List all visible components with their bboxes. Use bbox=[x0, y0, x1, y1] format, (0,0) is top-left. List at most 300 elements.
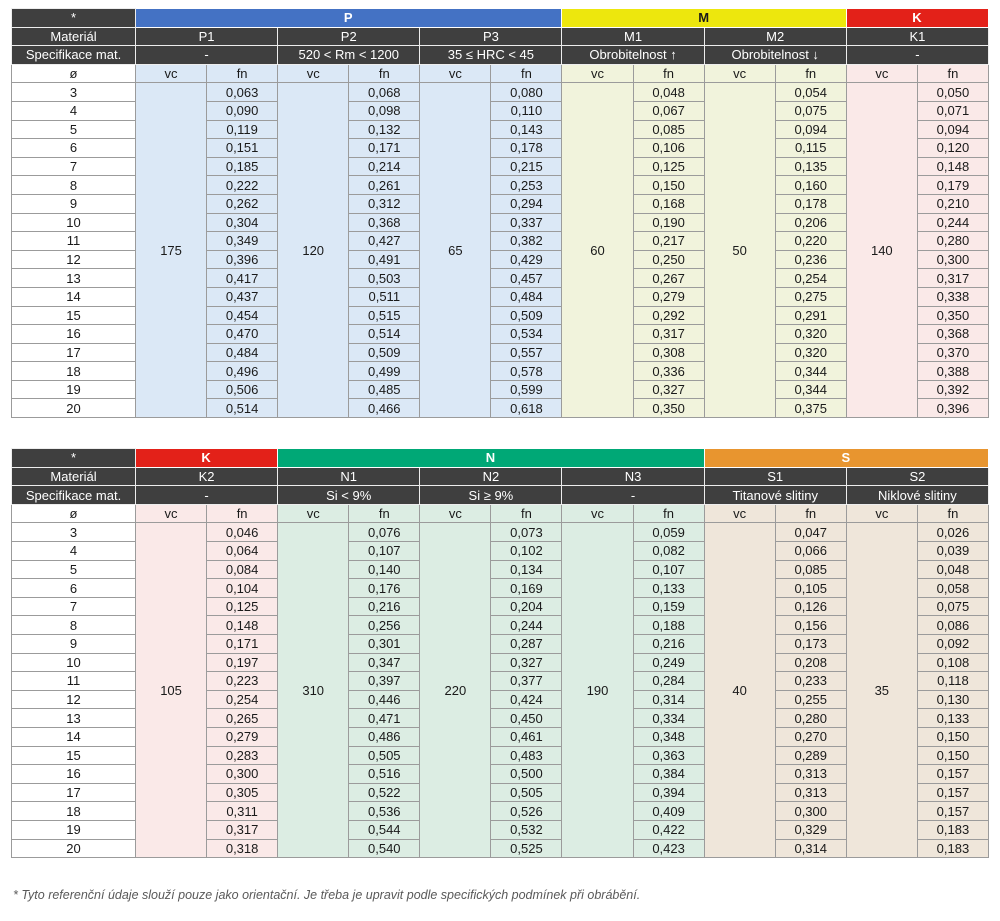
diameter-cell: 6 bbox=[12, 139, 136, 158]
diameter-cell: 7 bbox=[12, 597, 136, 616]
fn-value-m2: 0,220 bbox=[775, 232, 846, 251]
fn-value-k2: 0,254 bbox=[207, 690, 278, 709]
fn-value-n1: 0,301 bbox=[349, 635, 420, 654]
diameter-cell: 4 bbox=[12, 101, 136, 120]
group-row bbox=[12, 9, 989, 28]
fn-value-p3: 0,484 bbox=[491, 287, 562, 306]
vc-header-p1: vc bbox=[136, 64, 207, 83]
fn-value-p3: 0,509 bbox=[491, 306, 562, 325]
spec-cell-p2: 520 < Rm < 1200 bbox=[278, 46, 420, 65]
fn-value-p3: 0,429 bbox=[491, 250, 562, 269]
fn-value-n2: 0,102 bbox=[491, 542, 562, 561]
fn-value-m2: 0,115 bbox=[775, 139, 846, 158]
diameter-cell: 18 bbox=[12, 802, 136, 821]
fn-value-p3: 0,578 bbox=[491, 362, 562, 381]
subheader-row bbox=[12, 504, 989, 523]
fn-value-p3: 0,382 bbox=[491, 232, 562, 251]
fn-value-p2: 0,427 bbox=[349, 232, 420, 251]
fn-value-s2: 0,157 bbox=[917, 802, 988, 821]
fn-value-n1: 0,256 bbox=[349, 616, 420, 635]
diameter-cell: 16 bbox=[12, 765, 136, 784]
fn-value-n3: 0,082 bbox=[633, 542, 704, 561]
diameter-cell: 14 bbox=[12, 727, 136, 746]
fn-value-s1: 0,289 bbox=[775, 746, 846, 765]
fn-value-p3: 0,110 bbox=[491, 101, 562, 120]
fn-value-s1: 0,280 bbox=[775, 709, 846, 728]
fn-value-n3: 0,216 bbox=[633, 635, 704, 654]
group-header-s: S bbox=[704, 449, 988, 468]
diameter-cell: 12 bbox=[12, 690, 136, 709]
fn-value-p3: 0,294 bbox=[491, 194, 562, 213]
spec-cell-n3: - bbox=[562, 486, 704, 505]
material-header-k1: K1 bbox=[846, 27, 988, 46]
fn-value-n3: 0,334 bbox=[633, 709, 704, 728]
fn-value-m1: 0,106 bbox=[633, 139, 704, 158]
fn-value-m1: 0,350 bbox=[633, 399, 704, 418]
vc-header-m2: vc bbox=[704, 64, 775, 83]
fn-value-k2: 0,104 bbox=[207, 579, 278, 598]
fn-value-p2: 0,312 bbox=[349, 194, 420, 213]
fn-value-s1: 0,313 bbox=[775, 765, 846, 784]
diameter-cell: 11 bbox=[12, 232, 136, 251]
spec-cell-m1: Obrobitelnost ↑ bbox=[562, 46, 704, 65]
fn-value-s2: 0,108 bbox=[917, 653, 988, 672]
vc-value-s1: 40 bbox=[704, 523, 775, 858]
diameter-cell: 18 bbox=[12, 362, 136, 381]
footnote: * Tyto referenční údaje slouží pouze jako orientační. Je třeba je upravit podle specifických podmínek při obrábění. bbox=[13, 888, 641, 903]
fn-value-m1: 0,308 bbox=[633, 343, 704, 362]
fn-value-s2: 0,118 bbox=[917, 672, 988, 691]
fn-value-m1: 0,168 bbox=[633, 194, 704, 213]
fn-value-p3: 0,457 bbox=[491, 269, 562, 288]
fn-value-m1: 0,125 bbox=[633, 157, 704, 176]
diameter-cell: 19 bbox=[12, 380, 136, 399]
fn-value-p1: 0,514 bbox=[207, 399, 278, 418]
fn-header-n3: fn bbox=[633, 504, 704, 523]
fn-header-k1: fn bbox=[917, 64, 988, 83]
diameter-cell: 4 bbox=[12, 542, 136, 561]
corner-cell: * bbox=[12, 449, 136, 468]
cutting-data-table-2 bbox=[11, 448, 989, 858]
group-header-p: P bbox=[136, 9, 562, 28]
fn-value-s2: 0,039 bbox=[917, 542, 988, 561]
fn-value-n2: 0,461 bbox=[491, 727, 562, 746]
fn-value-k1: 0,300 bbox=[917, 250, 988, 269]
vc-header-s1: vc bbox=[704, 504, 775, 523]
fn-value-p3: 0,337 bbox=[491, 213, 562, 232]
group-header-k: K bbox=[136, 449, 278, 468]
fn-value-k2: 0,223 bbox=[207, 672, 278, 691]
diameter-cell: 17 bbox=[12, 783, 136, 802]
fn-header-p3: fn bbox=[491, 64, 562, 83]
fn-value-k1: 0,338 bbox=[917, 287, 988, 306]
diameter-cell: 6 bbox=[12, 579, 136, 598]
fn-value-m1: 0,336 bbox=[633, 362, 704, 381]
fn-value-p1: 0,506 bbox=[207, 380, 278, 399]
fn-value-m2: 0,094 bbox=[775, 120, 846, 139]
fn-value-n2: 0,483 bbox=[491, 746, 562, 765]
fn-value-n3: 0,348 bbox=[633, 727, 704, 746]
fn-value-n1: 0,347 bbox=[349, 653, 420, 672]
fn-value-p1: 0,417 bbox=[207, 269, 278, 288]
diameter-cell: 13 bbox=[12, 269, 136, 288]
vc-header-k2: vc bbox=[136, 504, 207, 523]
fn-value-k1: 0,396 bbox=[917, 399, 988, 418]
material-header-m2: M2 bbox=[704, 27, 846, 46]
vc-value-k1: 140 bbox=[846, 83, 917, 418]
fn-value-n3: 0,363 bbox=[633, 746, 704, 765]
fn-value-n3: 0,409 bbox=[633, 802, 704, 821]
fn-value-p2: 0,503 bbox=[349, 269, 420, 288]
fn-value-n1: 0,540 bbox=[349, 839, 420, 858]
data-row bbox=[12, 83, 989, 102]
fn-value-m1: 0,250 bbox=[633, 250, 704, 269]
diameter-header: ø bbox=[12, 504, 136, 523]
fn-value-k1: 0,148 bbox=[917, 157, 988, 176]
spec-cell-p1: - bbox=[136, 46, 278, 65]
fn-value-n1: 0,397 bbox=[349, 672, 420, 691]
fn-value-m2: 0,054 bbox=[775, 83, 846, 102]
fn-header-p1: fn bbox=[207, 64, 278, 83]
vc-header-n2: vc bbox=[420, 504, 491, 523]
fn-value-m2: 0,236 bbox=[775, 250, 846, 269]
fn-value-p1: 0,222 bbox=[207, 176, 278, 195]
material-header-s2: S2 bbox=[846, 467, 988, 486]
fn-value-k1: 0,370 bbox=[917, 343, 988, 362]
diameter-cell: 3 bbox=[12, 83, 136, 102]
fn-value-s2: 0,075 bbox=[917, 597, 988, 616]
fn-value-k1: 0,350 bbox=[917, 306, 988, 325]
fn-value-k2: 0,148 bbox=[207, 616, 278, 635]
fn-value-n1: 0,516 bbox=[349, 765, 420, 784]
fn-value-n1: 0,140 bbox=[349, 560, 420, 579]
fn-value-n3: 0,422 bbox=[633, 820, 704, 839]
material-row bbox=[12, 27, 989, 46]
fn-value-s1: 0,233 bbox=[775, 672, 846, 691]
diameter-cell: 20 bbox=[12, 839, 136, 858]
fn-value-m2: 0,344 bbox=[775, 380, 846, 399]
fn-value-n1: 0,536 bbox=[349, 802, 420, 821]
fn-value-n3: 0,249 bbox=[633, 653, 704, 672]
fn-value-p3: 0,143 bbox=[491, 120, 562, 139]
fn-value-k2: 0,084 bbox=[207, 560, 278, 579]
fn-value-n1: 0,107 bbox=[349, 542, 420, 561]
fn-value-m2: 0,206 bbox=[775, 213, 846, 232]
fn-value-k1: 0,210 bbox=[917, 194, 988, 213]
fn-value-s2: 0,157 bbox=[917, 765, 988, 784]
diameter-cell: 8 bbox=[12, 176, 136, 195]
fn-value-p2: 0,068 bbox=[349, 83, 420, 102]
fn-value-m2: 0,178 bbox=[775, 194, 846, 213]
fn-value-p2: 0,098 bbox=[349, 101, 420, 120]
fn-value-k2: 0,171 bbox=[207, 635, 278, 654]
fn-value-k1: 0,050 bbox=[917, 83, 988, 102]
fn-value-s2: 0,183 bbox=[917, 820, 988, 839]
diameter-cell: 15 bbox=[12, 306, 136, 325]
fn-value-n3: 0,384 bbox=[633, 765, 704, 784]
fn-value-p2: 0,368 bbox=[349, 213, 420, 232]
fn-value-m1: 0,190 bbox=[633, 213, 704, 232]
fn-value-k1: 0,179 bbox=[917, 176, 988, 195]
fn-value-p3: 0,599 bbox=[491, 380, 562, 399]
fn-value-n3: 0,159 bbox=[633, 597, 704, 616]
spec-cell-s2: Niklové slitiny bbox=[846, 486, 988, 505]
fn-value-m1: 0,267 bbox=[633, 269, 704, 288]
vc-header-n1: vc bbox=[278, 504, 349, 523]
material-header-p1: P1 bbox=[136, 27, 278, 46]
fn-value-p1: 0,470 bbox=[207, 325, 278, 344]
material-header-s1: S1 bbox=[704, 467, 846, 486]
material-header-n3: N3 bbox=[562, 467, 704, 486]
vc-header-m1: vc bbox=[562, 64, 633, 83]
fn-header-k2: fn bbox=[207, 504, 278, 523]
fn-value-s2: 0,048 bbox=[917, 560, 988, 579]
spec-cell-k1: - bbox=[846, 46, 988, 65]
fn-value-k1: 0,071 bbox=[917, 101, 988, 120]
fn-value-p1: 0,454 bbox=[207, 306, 278, 325]
material-row bbox=[12, 467, 989, 486]
spec-cell-p3: 35 ≤ HRC < 45 bbox=[420, 46, 562, 65]
fn-value-n2: 0,450 bbox=[491, 709, 562, 728]
vc-value-n2: 220 bbox=[420, 523, 491, 858]
fn-value-s2: 0,150 bbox=[917, 727, 988, 746]
fn-value-s1: 0,313 bbox=[775, 783, 846, 802]
fn-value-p1: 0,185 bbox=[207, 157, 278, 176]
fn-value-k2: 0,125 bbox=[207, 597, 278, 616]
fn-value-p2: 0,485 bbox=[349, 380, 420, 399]
fn-value-p1: 0,304 bbox=[207, 213, 278, 232]
fn-value-p3: 0,178 bbox=[491, 139, 562, 158]
fn-value-s2: 0,183 bbox=[917, 839, 988, 858]
fn-value-n1: 0,216 bbox=[349, 597, 420, 616]
diameter-cell: 16 bbox=[12, 325, 136, 344]
fn-value-k2: 0,064 bbox=[207, 542, 278, 561]
fn-value-k1: 0,120 bbox=[917, 139, 988, 158]
fn-value-k2: 0,197 bbox=[207, 653, 278, 672]
fn-value-n2: 0,244 bbox=[491, 616, 562, 635]
fn-value-n2: 0,327 bbox=[491, 653, 562, 672]
fn-value-p2: 0,491 bbox=[349, 250, 420, 269]
diameter-cell: 7 bbox=[12, 157, 136, 176]
fn-header-n2: fn bbox=[491, 504, 562, 523]
fn-value-m2: 0,320 bbox=[775, 325, 846, 344]
vc-header-p2: vc bbox=[278, 64, 349, 83]
fn-header-p2: fn bbox=[349, 64, 420, 83]
fn-value-k2: 0,311 bbox=[207, 802, 278, 821]
fn-value-m1: 0,327 bbox=[633, 380, 704, 399]
fn-value-p1: 0,484 bbox=[207, 343, 278, 362]
fn-value-k2: 0,279 bbox=[207, 727, 278, 746]
fn-value-s1: 0,126 bbox=[775, 597, 846, 616]
fn-value-p1: 0,119 bbox=[207, 120, 278, 139]
group-row bbox=[12, 449, 989, 468]
fn-value-p1: 0,151 bbox=[207, 139, 278, 158]
diameter-header: ø bbox=[12, 64, 136, 83]
fn-value-s1: 0,314 bbox=[775, 839, 846, 858]
vc-value-p3: 65 bbox=[420, 83, 491, 418]
fn-value-s2: 0,150 bbox=[917, 746, 988, 765]
fn-value-p2: 0,509 bbox=[349, 343, 420, 362]
material-header-m1: M1 bbox=[562, 27, 704, 46]
fn-value-m2: 0,344 bbox=[775, 362, 846, 381]
fn-value-m2: 0,291 bbox=[775, 306, 846, 325]
fn-value-n1: 0,486 bbox=[349, 727, 420, 746]
diameter-cell: 17 bbox=[12, 343, 136, 362]
fn-value-p2: 0,515 bbox=[349, 306, 420, 325]
material-header-n2: N2 bbox=[420, 467, 562, 486]
fn-value-m2: 0,254 bbox=[775, 269, 846, 288]
vc-value-s2: 35 bbox=[846, 523, 917, 858]
cutting-data-table-1 bbox=[11, 8, 989, 418]
fn-header-s2: fn bbox=[917, 504, 988, 523]
fn-value-n1: 0,471 bbox=[349, 709, 420, 728]
fn-header-m1: fn bbox=[633, 64, 704, 83]
fn-value-p1: 0,396 bbox=[207, 250, 278, 269]
fn-value-k1: 0,388 bbox=[917, 362, 988, 381]
fn-value-m2: 0,075 bbox=[775, 101, 846, 120]
fn-value-m2: 0,160 bbox=[775, 176, 846, 195]
fn-value-s1: 0,329 bbox=[775, 820, 846, 839]
fn-value-k1: 0,392 bbox=[917, 380, 988, 399]
fn-value-n3: 0,394 bbox=[633, 783, 704, 802]
diameter-cell: 9 bbox=[12, 194, 136, 213]
material-header-p3: P3 bbox=[420, 27, 562, 46]
fn-value-p2: 0,132 bbox=[349, 120, 420, 139]
diameter-cell: 20 bbox=[12, 399, 136, 418]
fn-value-m1: 0,317 bbox=[633, 325, 704, 344]
fn-value-n3: 0,314 bbox=[633, 690, 704, 709]
fn-value-p3: 0,215 bbox=[491, 157, 562, 176]
fn-value-n3: 0,284 bbox=[633, 672, 704, 691]
spec-row-label: Specifikace mat. bbox=[12, 486, 136, 505]
fn-value-n3: 0,188 bbox=[633, 616, 704, 635]
fn-value-n3: 0,107 bbox=[633, 560, 704, 579]
vc-header-p3: vc bbox=[420, 64, 491, 83]
fn-value-n3: 0,423 bbox=[633, 839, 704, 858]
fn-value-k1: 0,317 bbox=[917, 269, 988, 288]
fn-value-k2: 0,283 bbox=[207, 746, 278, 765]
fn-value-n2: 0,505 bbox=[491, 783, 562, 802]
diameter-cell: 12 bbox=[12, 250, 136, 269]
fn-value-p3: 0,080 bbox=[491, 83, 562, 102]
fn-value-n2: 0,377 bbox=[491, 672, 562, 691]
fn-value-n1: 0,076 bbox=[349, 523, 420, 542]
fn-value-n3: 0,133 bbox=[633, 579, 704, 598]
fn-value-p1: 0,090 bbox=[207, 101, 278, 120]
spec-row-label: Specifikace mat. bbox=[12, 46, 136, 65]
fn-value-s2: 0,130 bbox=[917, 690, 988, 709]
fn-value-m1: 0,067 bbox=[633, 101, 704, 120]
fn-value-p1: 0,063 bbox=[207, 83, 278, 102]
fn-value-m2: 0,320 bbox=[775, 343, 846, 362]
fn-value-p2: 0,171 bbox=[349, 139, 420, 158]
fn-value-p2: 0,214 bbox=[349, 157, 420, 176]
fn-value-n2: 0,424 bbox=[491, 690, 562, 709]
diameter-cell: 5 bbox=[12, 120, 136, 139]
vc-value-n3: 190 bbox=[562, 523, 633, 858]
fn-value-n2: 0,169 bbox=[491, 579, 562, 598]
fn-value-p1: 0,262 bbox=[207, 194, 278, 213]
fn-value-s2: 0,157 bbox=[917, 783, 988, 802]
spec-cell-n2: Si ≥ 9% bbox=[420, 486, 562, 505]
spec-cell-k2: - bbox=[136, 486, 278, 505]
diameter-cell: 3 bbox=[12, 523, 136, 542]
diameter-cell: 10 bbox=[12, 213, 136, 232]
fn-value-k2: 0,265 bbox=[207, 709, 278, 728]
fn-value-s1: 0,156 bbox=[775, 616, 846, 635]
vc-value-p2: 120 bbox=[278, 83, 349, 418]
fn-value-n3: 0,059 bbox=[633, 523, 704, 542]
fn-header-s1: fn bbox=[775, 504, 846, 523]
spec-row bbox=[12, 486, 989, 505]
subheader-row bbox=[12, 64, 989, 83]
fn-value-s2: 0,058 bbox=[917, 579, 988, 598]
vc-header-s2: vc bbox=[846, 504, 917, 523]
fn-value-p2: 0,261 bbox=[349, 176, 420, 195]
fn-value-s1: 0,105 bbox=[775, 579, 846, 598]
vc-header-n3: vc bbox=[562, 504, 633, 523]
fn-value-s2: 0,086 bbox=[917, 616, 988, 635]
fn-value-n1: 0,176 bbox=[349, 579, 420, 598]
fn-value-p2: 0,499 bbox=[349, 362, 420, 381]
fn-value-s2: 0,026 bbox=[917, 523, 988, 542]
fn-value-k1: 0,094 bbox=[917, 120, 988, 139]
fn-value-s1: 0,255 bbox=[775, 690, 846, 709]
diameter-cell: 14 bbox=[12, 287, 136, 306]
spec-cell-m2: Obrobitelnost ↓ bbox=[704, 46, 846, 65]
vc-header-k1: vc bbox=[846, 64, 917, 83]
spec-cell-s1: Titanové slitiny bbox=[704, 486, 846, 505]
fn-value-n2: 0,526 bbox=[491, 802, 562, 821]
fn-value-n2: 0,500 bbox=[491, 765, 562, 784]
material-header-n1: N1 bbox=[278, 467, 420, 486]
fn-value-n2: 0,204 bbox=[491, 597, 562, 616]
material-row-label: Materiál bbox=[12, 27, 136, 46]
fn-value-m1: 0,150 bbox=[633, 176, 704, 195]
fn-value-p2: 0,514 bbox=[349, 325, 420, 344]
group-header-m: M bbox=[562, 9, 846, 28]
fn-value-p2: 0,466 bbox=[349, 399, 420, 418]
fn-value-m2: 0,375 bbox=[775, 399, 846, 418]
diameter-cell: 15 bbox=[12, 746, 136, 765]
fn-value-m2: 0,275 bbox=[775, 287, 846, 306]
spec-row bbox=[12, 46, 989, 65]
vc-value-k2: 105 bbox=[136, 523, 207, 858]
fn-value-s1: 0,047 bbox=[775, 523, 846, 542]
fn-value-m1: 0,279 bbox=[633, 287, 704, 306]
fn-value-p1: 0,496 bbox=[207, 362, 278, 381]
fn-value-s1: 0,300 bbox=[775, 802, 846, 821]
diameter-cell: 10 bbox=[12, 653, 136, 672]
fn-value-p3: 0,618 bbox=[491, 399, 562, 418]
vc-value-m2: 50 bbox=[704, 83, 775, 418]
diameter-cell: 8 bbox=[12, 616, 136, 635]
vc-value-n1: 310 bbox=[278, 523, 349, 858]
fn-value-n2: 0,134 bbox=[491, 560, 562, 579]
data-row bbox=[12, 523, 989, 542]
fn-value-n2: 0,287 bbox=[491, 635, 562, 654]
vc-value-m1: 60 bbox=[562, 83, 633, 418]
fn-value-s2: 0,133 bbox=[917, 709, 988, 728]
fn-value-p2: 0,511 bbox=[349, 287, 420, 306]
fn-value-s1: 0,208 bbox=[775, 653, 846, 672]
material-header-k2: K2 bbox=[136, 467, 278, 486]
fn-value-k2: 0,046 bbox=[207, 523, 278, 542]
fn-value-n2: 0,525 bbox=[491, 839, 562, 858]
fn-value-k1: 0,244 bbox=[917, 213, 988, 232]
fn-value-s1: 0,270 bbox=[775, 727, 846, 746]
fn-value-s2: 0,092 bbox=[917, 635, 988, 654]
